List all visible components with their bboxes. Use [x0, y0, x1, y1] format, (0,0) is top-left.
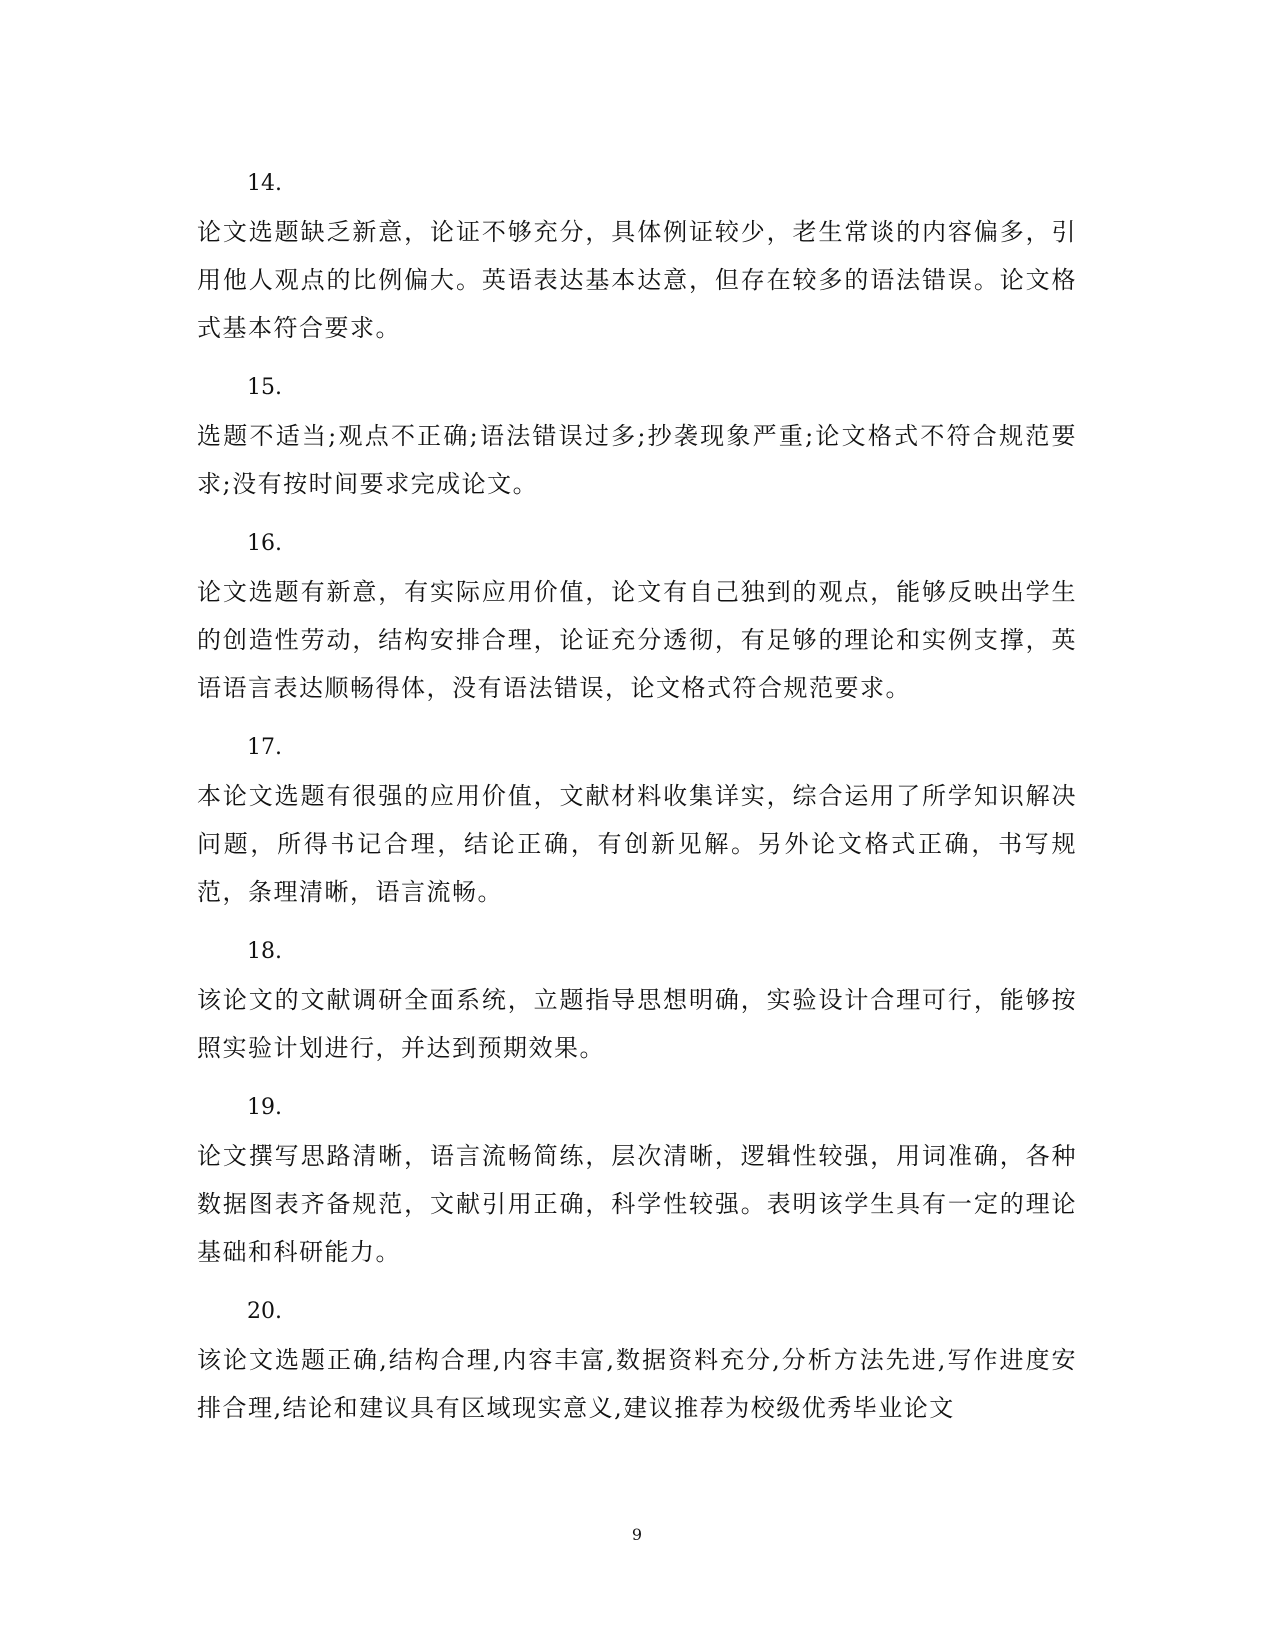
item-text: 该论文的文献调研全面系统，立题指导思想明确，实验设计合理可行，能够按照实验计划进行，并达到预期效果。	[197, 986, 1077, 1062]
item-number: 16.	[247, 531, 282, 556]
list-item	[197, 724, 1077, 916]
list-item	[197, 1084, 1077, 1276]
list-item	[197, 1288, 1077, 1432]
document-body	[197, 160, 1077, 1444]
item-text: 论文选题有新意，有实际应用价值，论文有自己独到的观点，能够反映出学生的创造性劳动，结构安排合理，论证充分透彻，有足够的理论和实例支撑，英语语言表达顺畅得体，没有语法错误，论文格式符合规范要求。	[197, 578, 1077, 702]
item-number: 18.	[247, 939, 282, 964]
item-number: 17.	[247, 735, 282, 760]
list-item	[197, 520, 1077, 712]
list-item	[197, 928, 1077, 1072]
item-number: 19.	[247, 1095, 282, 1120]
page-number: 9	[631, 1525, 643, 1544]
item-text: 本论文选题有很强的应用价值，文献材料收集详实，综合运用了所学知识解决问题，所得书记合理，结论正确，有创新见解。另外论文格式正确，书写规范，条理清晰，语言流畅。	[197, 782, 1077, 906]
list-item	[197, 364, 1077, 508]
list-item	[197, 160, 1077, 352]
item-number: 20.	[247, 1299, 282, 1324]
item-text: 论文选题缺乏新意，论证不够充分，具体例证较少，老生常谈的内容偏多，引用他人观点的比例偏大。英语表达基本达意，但存在较多的语法错误。论文格式基本符合要求。	[197, 218, 1077, 342]
item-text: 选题不适当;观点不正确;语法错误过多;抄袭现象严重;论文格式不符合规范要求;没有按时间要求完成论文。	[197, 422, 1077, 498]
item-number: 14.	[247, 171, 282, 196]
item-number: 15.	[247, 375, 282, 400]
item-text: 论文撰写思路清晰，语言流畅简练，层次清晰，逻辑性较强，用词准确，各种数据图表齐备规范，文献引用正确，科学性较强。表明该学生具有一定的理论基础和科研能力。	[197, 1142, 1077, 1266]
item-text: 该论文选题正确,结构合理,内容丰富,数据资料充分,分析方法先进,写作进度安排合理,结论和建议具有区域现实意义,建议推荐为校级优秀毕业论文	[197, 1346, 1077, 1422]
